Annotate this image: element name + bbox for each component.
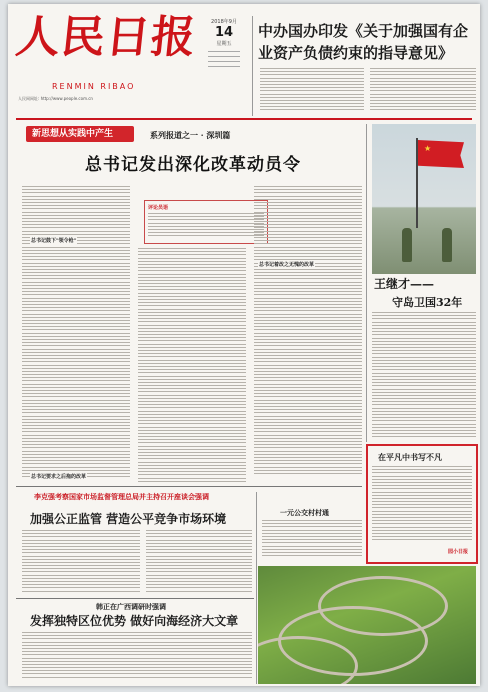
boxed-commentary-sign: 园小日报	[448, 549, 469, 555]
main-headline: 总书记发出深化改革动员令	[85, 155, 301, 175]
date-weekday: 星期五	[216, 41, 232, 47]
masthead-logo: 人民日报	[13, 12, 199, 63]
mid-story-headline: 一元公交村村通	[280, 508, 329, 517]
main-text-col-2	[138, 248, 246, 484]
series-label: 系列报道之一 · 深圳篇	[150, 130, 231, 140]
subhead-left-1: 总书记鼓下"领令枪"	[31, 238, 77, 244]
date-year-month: 2018年9月	[211, 19, 237, 25]
newspaper-page	[8, 4, 480, 686]
masthead-small-print: 人民网网址: http://www.people.com.cn	[18, 96, 93, 101]
mid-story-text	[262, 520, 362, 562]
bottom-story-2-text	[22, 632, 252, 682]
top-story-text-col-1	[260, 68, 364, 116]
star-icon: ★	[424, 144, 432, 153]
series-banner: 新思想从实践中产生	[26, 126, 134, 142]
feature-headline-1: 王继才——	[374, 277, 435, 291]
main-text-col-3	[254, 186, 362, 482]
commentary-box	[144, 200, 268, 244]
bottom-story-1-text-col-2	[146, 530, 252, 596]
commentary-tag: 评论员语	[148, 205, 169, 211]
main-text-col-1	[22, 186, 130, 482]
flag-photo	[372, 124, 476, 274]
bottom-story-2-headline: 发挥独特区位优势 做好向海经济大文章	[30, 614, 239, 628]
bottom-story-1-kicker: 李克强考察国家市场监督管理总局并主持召开座谈会强调	[34, 492, 209, 501]
bottom-story-2-kicker: 韩正在广西调研时强调	[96, 602, 166, 611]
bottom-story-1-text-col-1	[22, 530, 140, 596]
top-story-headline: 中办国办印发《关于加强国有企业资产负债约束的指导意见》	[258, 22, 469, 62]
boxed-commentary-title: 在平凡中书写不凡	[378, 452, 442, 462]
boxed-commentary-text	[372, 466, 472, 546]
top-story-text-col-2	[370, 68, 476, 116]
subhead-right-1: 总书记着改之无愧的改革	[259, 262, 315, 268]
feature-headline-2: 守岛卫国32年	[392, 296, 463, 309]
feature-text	[372, 312, 476, 440]
village-road-photo	[258, 566, 476, 684]
date-day: 14	[214, 25, 234, 40]
subhead-left-2: 总书记要求之后拖的改革	[31, 474, 87, 480]
masthead-romanized: RENMIN RIBAO	[52, 82, 136, 91]
bottom-story-1-headline: 加强公正监管 营造公平竞争市场环境	[30, 512, 227, 526]
date-box	[204, 18, 244, 69]
